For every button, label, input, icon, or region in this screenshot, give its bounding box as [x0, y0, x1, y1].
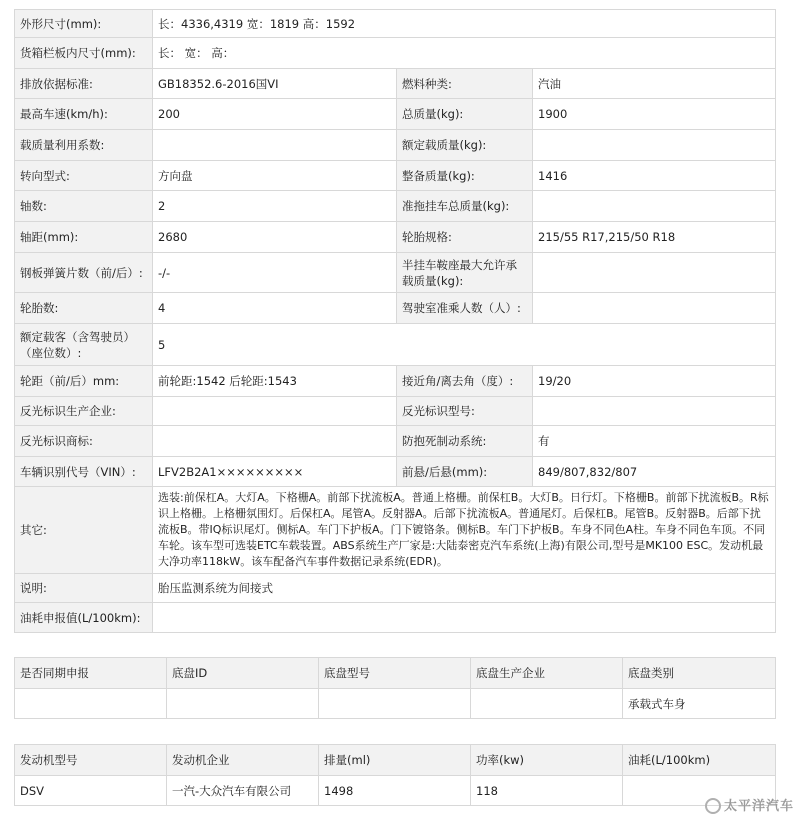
angle-value: 19/20 — [533, 366, 776, 397]
engine-cell: DSV — [15, 776, 167, 806]
fuel-label: 燃料种类: — [397, 69, 533, 99]
overhang-label: 前悬/后悬(mm): — [397, 457, 533, 487]
track-label: 轮距（前/后）mm: — [15, 366, 153, 397]
speed-value: 200 — [153, 99, 397, 130]
axles-label: 轴数: — [15, 191, 153, 222]
other-value: 选装:前保杠A。大灯A。下格栅A。前部下扰流板A。普通上格栅。前保杠B。大灯B。日行灯。下格栅B。前部下扰流板B。R标识上格栅。上格栅氛围灯。后保杠A。尾管A。反射器A。后部下扰流板A。普通尾灯。后保杠B。尾管B。反射器B。后部下扰流板B。带IQ标识尾灯。侧标A。车门下护板A。门下镀铬条。侧标B。车门下护板B。车身不同色A柱。车身不同色车顶。不同车轮。该车型可选装ETC车载装置。ABS系统生产厂家是:大陆泰密克汽车系统(上海)有限公司,型号是MK100 ESC。发动机最大净功率118kW。该车配备汽车事件数据记录系统(EDR)。 — [153, 487, 776, 574]
chassis-cell: 承载式车身 — [623, 689, 776, 719]
spring-value: -/- — [153, 253, 397, 293]
wheelbase-value: 2680 — [153, 222, 397, 253]
rated-load-label: 额定载质量(kg): — [397, 130, 533, 161]
chassis-cell — [167, 689, 319, 719]
axles-value: 2 — [153, 191, 397, 222]
cab-value — [533, 293, 776, 324]
cargo-label: 货箱栏板内尺寸(mm): — [15, 38, 153, 69]
engine-cell: 一汽-大众汽车有限公司 — [167, 776, 319, 806]
wheelbase-label: 轴距(mm): — [15, 222, 153, 253]
dims-label: 外形尺寸(mm): — [15, 10, 153, 38]
refl-model-label: 反光标识型号: — [397, 397, 533, 426]
tire-spec-label: 轮胎规格: — [397, 222, 533, 253]
watermark-text: 太平洋汽车 — [723, 798, 794, 814]
chassis-cell — [471, 689, 623, 719]
watermark — [705, 795, 794, 815]
refl-brand-label: 反光标识商标: — [15, 426, 153, 457]
fuelcons-value — [153, 603, 776, 633]
curb-value: 1416 — [533, 161, 776, 191]
steering-label: 转向型式: — [15, 161, 153, 191]
saddle-label: 半挂车鞍座最大允许承载质量(kg): — [397, 253, 533, 293]
load-util-label: 载质量利用系数: — [15, 130, 153, 161]
tires-label: 轮胎数: — [15, 293, 153, 324]
chassis-table — [14, 657, 776, 719]
note-label: 说明: — [15, 574, 153, 603]
tire-spec-value: 215/55 R17,215/50 R18 — [533, 222, 776, 253]
vin-label: 车辆识别代号（VIN）: — [15, 457, 153, 487]
chassis-header: 底盘生产企业 — [471, 658, 623, 689]
angle-label: 接近角/离去角（度）: — [397, 366, 533, 397]
refl-maker-label: 反光标识生产企业: — [15, 397, 153, 426]
mass-value: 1900 — [533, 99, 776, 130]
chassis-cell — [319, 689, 471, 719]
dims-value: 长：4336,4319 宽：1819 高：1592 — [153, 10, 776, 38]
curb-label: 整备质量(kg): — [397, 161, 533, 191]
refl-brand-value — [153, 426, 397, 457]
cargo-value: 长： 宽： 高： — [153, 38, 776, 69]
mass-label: 总质量(kg): — [397, 99, 533, 130]
abs-label: 防抱死制动系统: — [397, 426, 533, 457]
fuelcons-label: 油耗申报值(L/100km): — [15, 603, 153, 633]
engine-table — [14, 744, 776, 806]
emission-value: GB18352.6-2016国VI — [153, 69, 397, 99]
engine-cell: 118 — [471, 776, 623, 806]
engine-header: 发动机企业 — [167, 745, 319, 776]
engine-header: 发动机型号 — [15, 745, 167, 776]
track-value: 前轮距:1542 后轮距:1543 — [153, 366, 397, 397]
chassis-header: 底盘ID — [167, 658, 319, 689]
engine-header: 油耗(L/100km) — [623, 745, 776, 776]
rated-load-value — [533, 130, 776, 161]
note-value: 胎压监测系统为间接式 — [153, 574, 776, 603]
engine-header: 排量(ml) — [319, 745, 471, 776]
saddle-value — [533, 253, 776, 293]
load-util-value — [153, 130, 397, 161]
engine-cell: 1498 — [319, 776, 471, 806]
chassis-header: 是否同期申报 — [15, 658, 167, 689]
chassis-header: 底盘类别 — [623, 658, 776, 689]
engine-header: 功率(kw) — [471, 745, 623, 776]
trailer-label: 准拖挂车总质量(kg): — [397, 191, 533, 222]
speed-label: 最高车速(km/h): — [15, 99, 153, 130]
steering-value: 方向盘 — [153, 161, 397, 191]
chassis-cell — [15, 689, 167, 719]
seats-label: 额定载客（含驾驶员）（座位数）: — [15, 324, 153, 366]
tires-value: 4 — [153, 293, 397, 324]
vin-value: LFV2B2A1××××××××× — [153, 457, 397, 487]
abs-value: 有 — [533, 426, 776, 457]
trailer-value — [533, 191, 776, 222]
spec-table — [14, 9, 776, 633]
chassis-header: 底盘型号 — [319, 658, 471, 689]
fuel-value: 汽油 — [533, 69, 776, 99]
cab-label: 驾驶室准乘人数（人）: — [397, 293, 533, 324]
overhang-value: 849/807,832/807 — [533, 457, 776, 487]
spring-label: 钢板弹簧片数（前/后）: — [15, 253, 153, 293]
refl-model-value — [533, 397, 776, 426]
emission-label: 排放依据标准: — [15, 69, 153, 99]
other-label: 其它: — [15, 487, 153, 574]
seats-value: 5 — [153, 324, 776, 366]
watermark-logo-icon — [705, 798, 721, 814]
refl-maker-value — [153, 397, 397, 426]
